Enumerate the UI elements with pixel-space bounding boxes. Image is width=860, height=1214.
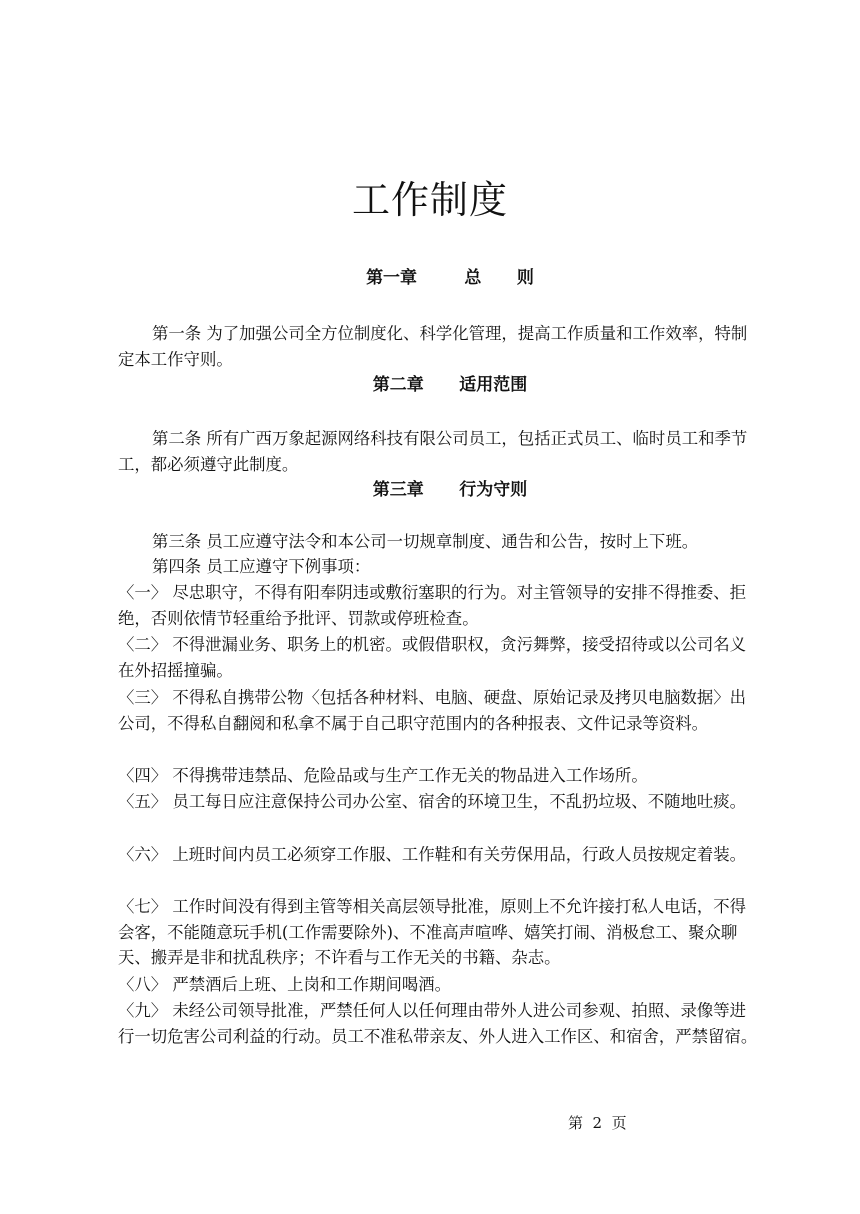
chapter-heading-2: 第二章 适用范围 [372,375,528,395]
item-4: 〈四〉 不得携带违禁品、危险品或与生产工作无关的物品进入工作场所。 [118,766,648,785]
chapter-heading-3: 第三章 行为守则 [372,480,528,500]
item-5: 〈五〉 员工每日应注意保持公司办公室、宿舍的环境卫生，不乱扔垃圾、不随地吐痰。 [118,792,747,811]
item-8: 〈八〉 严禁酒后上班、上岗和工作期间喝酒。 [118,975,452,994]
article-4: 第四条 员工应遵守下例事项： [152,557,371,576]
item-3: 〈三〉 不得私自携带公物〈包括各种材料、电脑、硬盘、原始记录及拷贝电脑数据〉出公司，不得私自翻阅和私拿不属于自己职守范围内的各种报表、文件记录等资料。 [118,688,747,733]
item-1: 〈一〉 尽忠职守，不得有阳奉阴违或敷衍塞职的行为。对主管领导的安排不得推委、拒绝，否则依情节轻重给予批评、罚款或停班检查。 [118,583,747,628]
item-2: 〈二〉 不得泄漏业务、职务上的机密。或假借职权，贪污舞弊，接受招待或以公司名义在外招摇撞骗。 [118,635,747,680]
item-6: 〈六〉 上班时间内员工必须穿工作服、工作鞋和有关劳保用品，行政人员按规定着装。 [118,845,747,864]
chapter-heading-1: 第一章 总 则 [366,268,534,288]
article-1: 第一条 为了加强公司全方位制度化、科学化管理，提高工作质量和工作效率，特制定本工作守则。 [118,324,748,369]
item-9: 〈九〉 未经公司领导批准，严禁任何人以任何理由带外人进公司参观、拍照、录像等进行一切危害公司利益的行动。员工不准私带亲友、外人进入工作区、和宿舍，严禁留宿。 [118,1001,758,1046]
article-2: 第二条 所有广西万象起源网络科技有限公司员工，包括正式员工、临时员工和季节工，都必须遵守此制度。 [118,429,748,474]
article-3: 第三条 员工应遵守法令和本公司一切规章制度、通告和公告，按时上下班。 [152,532,699,551]
document-title: 工作制度 [351,178,508,222]
page-number: 第 2 页 [568,1114,627,1132]
item-7: 〈七〉 工作时间没有得到主管等相关高层领导批准，原则上不允许接打私人电话，不得会客，不能随意玩手机(工作需要除外)、不准高声喧哗、嬉笑打闹、消极怠工、聚众聊天、搬弄是非和扰乱秩序；不许看与工作无关的书籍、杂志。 [118,897,747,968]
